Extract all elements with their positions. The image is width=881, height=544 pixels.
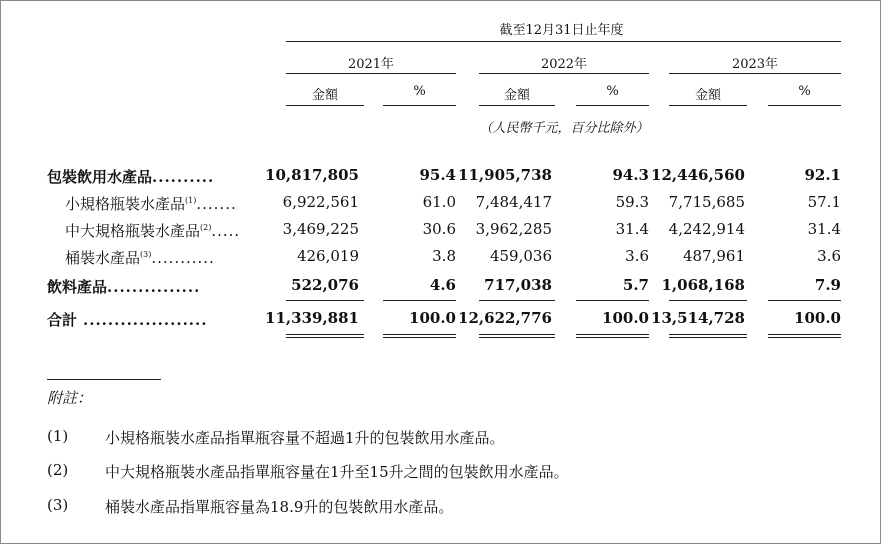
year-rule-2021: [286, 73, 456, 74]
sub-rule-2: [383, 105, 456, 106]
period-header: 截至12月31日止年度: [499, 23, 624, 38]
note-text: 中大規格瓶裝水產品指單瓶容量在1升至15升之間的包裝飲用水產品。: [105, 463, 569, 481]
cell-percent-2022: 100.0: [602, 309, 649, 327]
sub-rule-6: [768, 105, 841, 106]
row-label-text: 中大規格瓶裝水產品: [65, 222, 201, 240]
row-label: [47, 276, 200, 297]
total-top-rule-4: [576, 300, 649, 301]
footnote-marker: (1): [185, 196, 197, 205]
cell-percent-2021: 100.0: [409, 309, 456, 327]
cell-amount-2021: 522,076: [291, 276, 359, 294]
total-double-rule-6a: [768, 334, 841, 335]
cell-percent-2021: 61.0: [422, 193, 456, 211]
row-label: [65, 193, 237, 214]
leader-dots: ...............: [107, 278, 201, 296]
cell-percent-2023: 31.4: [807, 220, 841, 238]
cell-amount-2022: 7,484,417: [475, 193, 552, 211]
note-number: (1): [47, 427, 69, 445]
cell-percent-2021: 95.4: [419, 166, 456, 184]
cell-amount-2023: 7,715,685: [668, 193, 745, 211]
leader-dots: ...........: [151, 249, 215, 267]
amount-header-2023: 金額: [694, 88, 721, 103]
cell-amount-2022: 12,622,776: [458, 309, 552, 327]
cell-amount-2021: 10,817,805: [265, 166, 359, 184]
cell-amount-2022: 459,036: [489, 247, 552, 265]
percent-header-2022: %: [606, 84, 619, 99]
cell-percent-2023: 100.0: [794, 309, 841, 327]
row-label: [65, 247, 215, 268]
year-rule-2022: [479, 73, 649, 74]
cell-percent-2021: 30.6: [422, 220, 456, 238]
total-top-rule-3: [479, 300, 555, 301]
cell-percent-2022: 3.6: [625, 247, 649, 265]
cell-amount-2022: 717,038: [484, 276, 552, 294]
note-number: (3): [47, 496, 69, 514]
row-label-text: 飲料產品: [47, 278, 108, 296]
total-double-rule-2b: [383, 337, 456, 338]
percent-header-2023: %: [798, 84, 811, 99]
sub-rule-3: [479, 105, 555, 106]
total-top-rule-2: [383, 300, 456, 301]
row-label-text: 桶裝水產品: [65, 249, 141, 267]
year-header-2023: 2023年: [731, 57, 779, 72]
amount-header-2021: 金額: [311, 88, 338, 103]
cell-amount-2023: 487,961: [682, 247, 745, 265]
total-double-rule-4a: [576, 334, 649, 335]
cell-amount-2022: 3,962,285: [475, 220, 552, 238]
cell-percent-2023: 57.1: [807, 193, 841, 211]
sub-rule-4: [576, 105, 649, 106]
notes-title: 附註：: [47, 389, 93, 407]
cell-amount-2022: 11,905,738: [458, 166, 552, 184]
footnote-marker: (3): [140, 250, 152, 259]
total-double-rule-4b: [576, 337, 649, 338]
total-top-rule-5: [669, 300, 747, 301]
note-number: (2): [47, 461, 69, 479]
cell-percent-2022: 59.3: [615, 193, 649, 211]
cell-amount-2023: 12,446,560: [651, 166, 745, 184]
row-label-text: 小規格瓶裝水產品: [65, 195, 186, 213]
amount-header-2022: 金額: [503, 88, 530, 103]
cell-percent-2021: 4.6: [429, 276, 456, 294]
total-top-rule-1: [286, 300, 364, 301]
note-text: 桶裝水產品指單瓶容量為18.9升的包裝飲用水產品。: [105, 498, 454, 516]
total-double-rule-5b: [669, 337, 747, 338]
total-double-rule-1b: [286, 337, 364, 338]
cell-amount-2023: 13,514,728: [651, 309, 745, 327]
percent-header-2021: %: [413, 84, 426, 99]
note-text: 小規格瓶裝水產品指單瓶容量不超過1升的包裝飲用水產品。: [105, 429, 505, 447]
leader-dots: ....................: [83, 311, 208, 329]
cell-percent-2022: 5.7: [622, 276, 649, 294]
row-label: [65, 220, 240, 241]
leader-dots: .......: [196, 195, 237, 213]
total-double-rule-3a: [479, 334, 555, 335]
total-top-rule-6: [768, 300, 841, 301]
cell-percent-2022: 31.4: [615, 220, 649, 238]
total-double-rule-3b: [479, 337, 555, 338]
row-label-text: 合計: [47, 311, 78, 329]
period-rule: [286, 41, 841, 42]
cell-amount-2023: 4,242,914: [668, 220, 745, 238]
cell-percent-2021: 3.8: [432, 247, 456, 265]
total-double-rule-5a: [669, 334, 747, 335]
leader-dots: ..........: [152, 168, 215, 186]
row-label: [47, 166, 214, 187]
total-double-rule-1a: [286, 334, 364, 335]
year-header-2022: 2022年: [540, 57, 588, 72]
year-header-2021: 2021年: [347, 57, 395, 72]
total-double-rule-6b: [768, 337, 841, 338]
cell-percent-2023: 7.9: [814, 276, 841, 294]
cell-percent-2023: 92.1: [804, 166, 841, 184]
cell-percent-2023: 3.6: [817, 247, 841, 265]
footnote-marker: (2): [200, 223, 212, 232]
cell-amount-2021: 426,019: [296, 247, 359, 265]
unit-note: （人民幣千元，百分比除外）: [479, 121, 649, 136]
notes-separator: [47, 379, 161, 380]
row-label: [47, 309, 207, 330]
cell-amount-2021: 3,469,225: [282, 220, 359, 238]
total-double-rule-2a: [383, 334, 456, 335]
leader-dots: .....: [211, 222, 241, 240]
cell-percent-2022: 94.3: [612, 166, 649, 184]
cell-amount-2021: 6,922,561: [282, 193, 359, 211]
row-label-text: 包裝飲用水產品: [47, 168, 153, 186]
sub-rule-1: [286, 105, 364, 106]
cell-amount-2021: 11,339,881: [265, 309, 359, 327]
year-rule-2023: [669, 73, 841, 74]
cell-amount-2023: 1,068,168: [661, 276, 745, 294]
sub-rule-5: [669, 105, 747, 106]
